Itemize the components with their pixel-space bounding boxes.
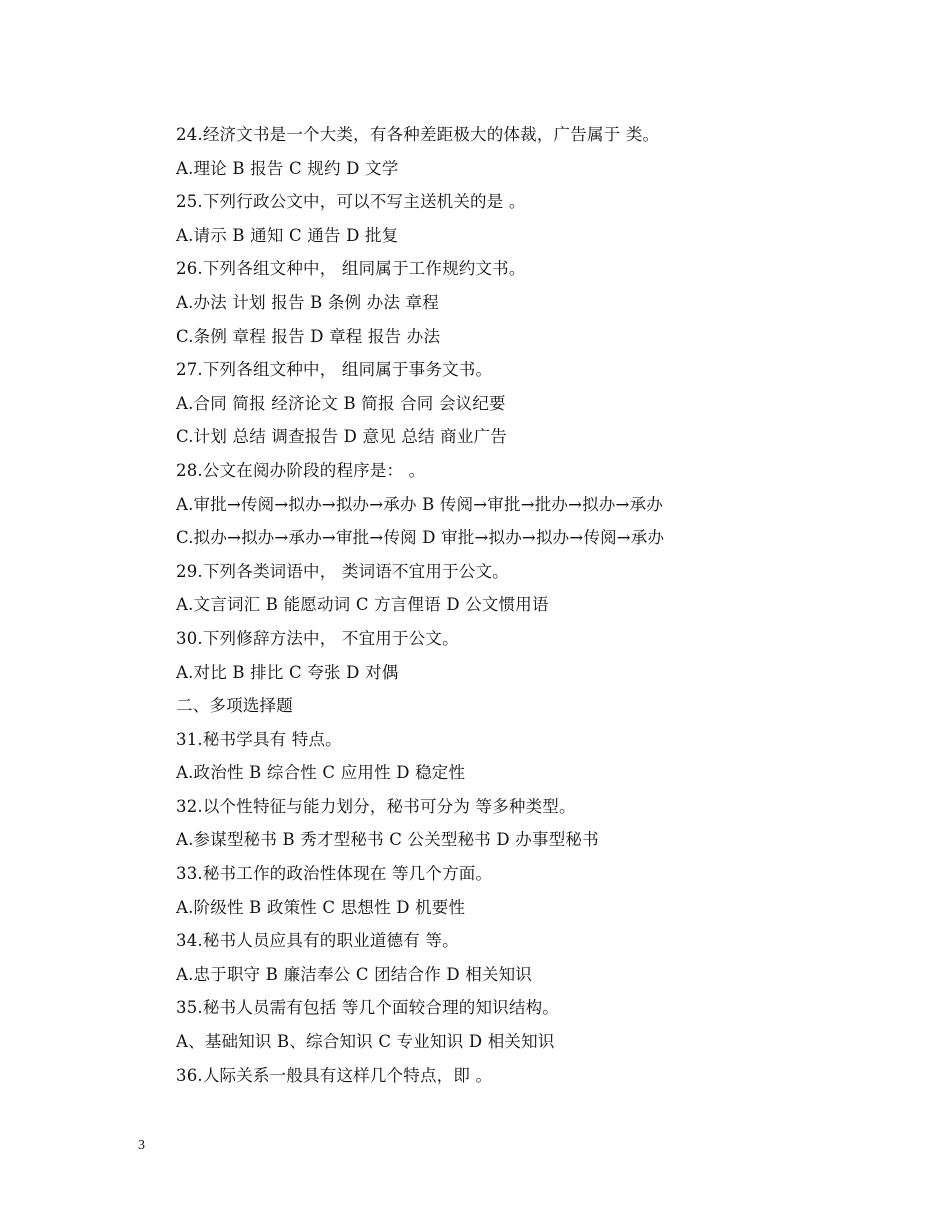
question-35: 35.秘书人员需有包括 等几个面较合理的知识结构。: [176, 998, 559, 1018]
question-29: 29.下列各类词语中， 类词语不宜用于公文。: [176, 561, 509, 581]
question-28-options-cd: C.拟办→拟办→承办→审批→传阅 D 审批→拟办→拟办→传阅→承办: [176, 528, 665, 548]
question-25: 25.下列行政公文中，可以不写主送机关的是 。: [176, 192, 526, 212]
question-29-options: A.文言词汇 B 能愿动词 C 方言俚语 D 公文惯用语: [176, 595, 549, 615]
question-24: 24.经济文书是一个大类，有各种差距极大的体裁，广告属于 类。: [176, 125, 660, 144]
document-text: [176, 118, 876, 1092]
question-36: 36.人际关系一般具有这样几个特点，即 。: [176, 1065, 493, 1085]
question-30-options: A.对比 B 排比 C 夸张 D 对偶: [176, 662, 399, 682]
question-31: 31.秘书学具有 特点。: [176, 729, 342, 749]
question-26: 26.下列各组文种中， 组同属于工作规约文书。: [176, 259, 526, 279]
question-27: 27.下列各组文种中， 组同属于事务文书。: [176, 360, 493, 380]
question-28-options-ab: A.审批→传阅→拟办→拟办→承办 B 传阅→审批→批办→拟办→承办: [176, 494, 663, 514]
question-33: 33.秘书工作的政治性体现在 等几个方面。: [176, 864, 493, 884]
page-number: 3: [138, 1138, 145, 1153]
question-27-options-cd: C.计划 总结 调查报告 D 意见 总结 商业广告: [176, 427, 507, 447]
question-34-options: A.忠于职守 B 廉洁奉公 C 团结合作 D 相关知识: [176, 964, 533, 984]
question-35-options: A、基础知识 B、综合知识 C 专业知识 D 相关知识: [176, 1032, 555, 1052]
question-26-options-ab: A.办法 计划 报告 B 条例 办法 章程: [176, 292, 439, 312]
question-26-options-cd: C.条例 章程 报告 D 章程 报告 办法: [176, 326, 441, 346]
question-32: 32.以个性特征与能力划分，秘书可分为 等多种类型。: [176, 796, 576, 816]
question-24-options: A.理论 B 报告 C 规约 D 文学: [176, 158, 399, 178]
question-25-options: A.请示 B 通知 C 通告 D 批复: [176, 225, 399, 245]
question-30: 30.下列修辞方法中， 不宜用于公文。: [176, 628, 459, 648]
question-28: 28.公文在阅办阶段的程序是： 。: [176, 460, 426, 480]
question-33-options: A.阶级性 B 政策性 C 思想性 D 机要性: [176, 897, 466, 917]
question-31-options: A.政治性 B 综合性 C 应用性 D 稳定性: [176, 763, 466, 783]
question-34: 34.秘书人员应具有的职业道德有 等。: [176, 931, 459, 951]
question-32-options: A.参谋型秘书 B 秀才型秘书 C 公关型秘书 D 办事型秘书: [176, 830, 599, 850]
question-27-options-ab: A.合同 简报 经济论文 B 简报 合同 会议纪要: [176, 393, 506, 413]
section-heading: 二、多项选择题: [176, 696, 293, 716]
